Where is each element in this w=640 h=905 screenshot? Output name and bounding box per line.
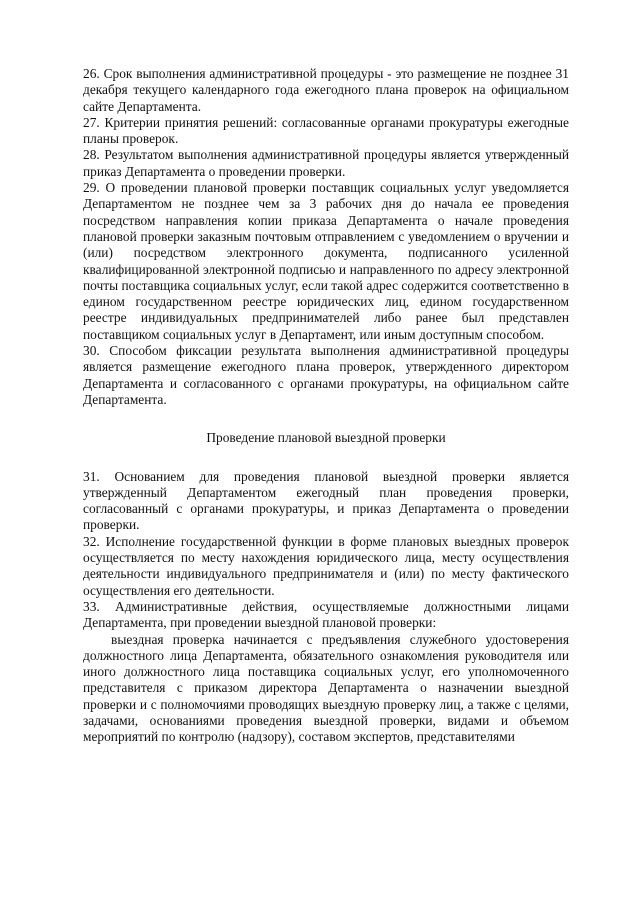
paragraph-33-continuation: выездная проверка начинается с предъявления служебного удостоверения должностного лица Департамента, обязательного ознакомления руководителя или иного должностного лица поставщика социальных услуг, его уполномоченного представителя с приказом директора Департамента о назначении выездной проверки и с полномочиями проводящих выездную проверку лиц, а также с целями, задачами, основаниями проведения выездной проверки, видами и объемом мероприятий по контролю (надзору), составом экспертов, представителями xyxy=(83,631,569,745)
paragraph-28: 28. Результатом выполнения административной процедуры является утвержденный приказ Департамента о проведении проверки. xyxy=(83,147,569,179)
paragraph-31: 31. Основанием для проведения плановой выездной проверки является утвержденный Департаментом ежегодный план проведения проверки, согласованный с органами прокуратуры, и приказ Департамента о проведении проверки. xyxy=(83,468,569,533)
paragraph-27: 27. Критерии принятия решений: согласованные органами прокуратуры ежегодные планы проверок. xyxy=(83,114,569,147)
paragraph-30: 30. Способом фиксации результата выполнения административной процедуры является размещение ежегодного плана проверок, утвержденного директором Департамента и согласованного с органами прокуратуры, на официальном сайте Департамента. xyxy=(83,343,569,407)
paragraph-33: 33. Административные действия, осуществляемые должностными лицами Департамента, при проведении выездной плановой проверки: xyxy=(83,598,569,631)
section-heading: Проведение плановой выездной проверки xyxy=(206,430,446,446)
paragraph-29: 29. О проведении плановой проверки поставщик социальных услуг уведомляется Департаментом не позднее чем за 3 рабочих дня до начала ее проведения посредством направления копии приказа Департамента о начале проведения плановой проверки заказным почтовым отправлением с уведомлением о вручении и (или) посредством электронного документа, подписанного усиленной квалифицированной электронной подписью и направленного по адресу электронной почты поставщика социальных услуг, если такой адрес содержится соответственно в едином государственном реестре юридических лиц, едином государственном реестре индивидуальных предпринимателей либо ранее был представлен поставщиком социальных услуг в Департамент, или иным доступным способом. xyxy=(83,180,569,342)
paragraph-32: 32. Исполнение государственной функции в форме плановых выездных проверок осуществляется по месту нахождения юридического лица, месту осуществления деятельности индивидуального предпринимателя и (или) по месту фактического осуществления его деятельности. xyxy=(83,533,569,598)
paragraph-26: 26. Срок выполнения административной процедуры - это размещение не позднее 31 декабря текущего календарного года ежегодного плана проверок на официальном сайте Департамента. xyxy=(83,66,569,114)
